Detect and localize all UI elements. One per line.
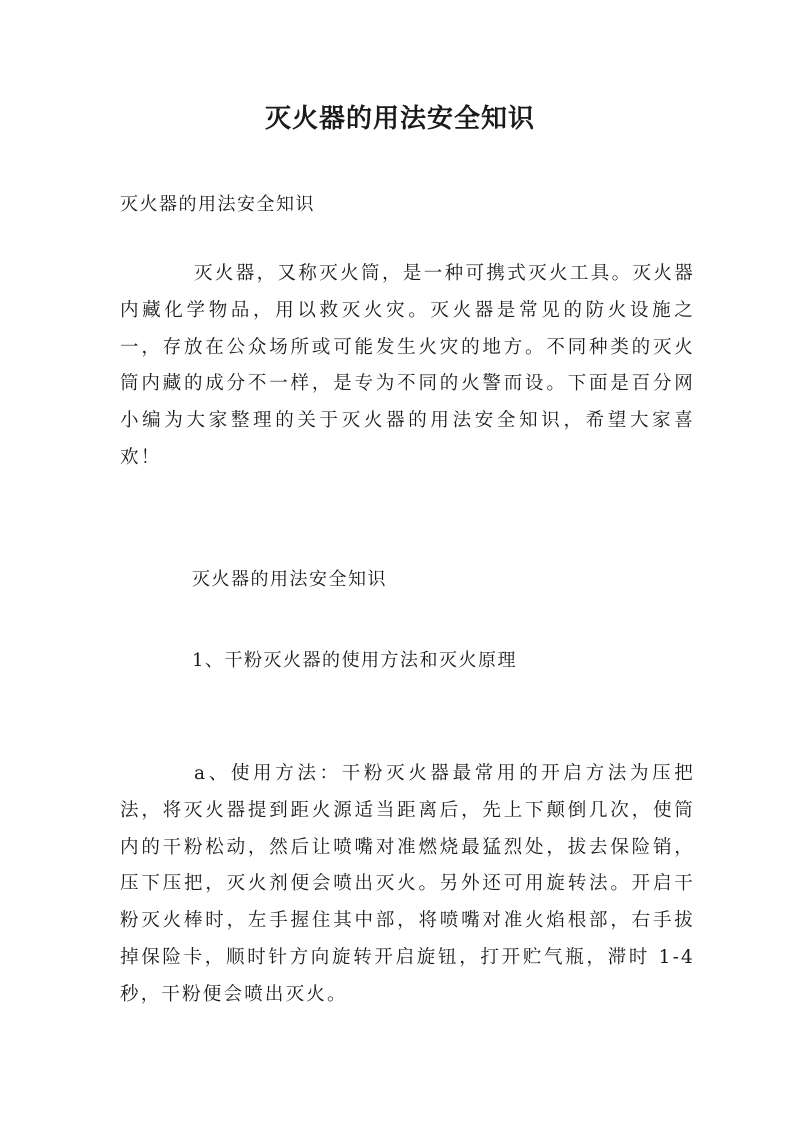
item-heading: 1、干粉灭火器的使用方法和灭火原理 xyxy=(192,650,517,671)
intro-paragraph: 灭火器，又称灭火筒，是一种可携式灭火工具。灭火器内藏化学物品，用以救灭火灾。灭火器是常见的防火设施之一，存放在公众场所或可能发生火灾的地方。不同种类的灭火筒内藏的成分不一样，是专为不同的火警而设。下面是百分网小编为大家整理的关于灭火器的用法安全知识，希望大家喜欢！ xyxy=(120,263,695,468)
document-title: 灭火器的用法安全知识 xyxy=(264,104,535,134)
document-subtitle: 灭火器的用法安全知识 xyxy=(120,194,315,215)
usage-paragraph: a、使用方法：干粉灭火器最常用的开启方法为压把法，将灭火器提到距火源适当距离后，先上下颠倒几次，使筒内的干粉松动，然后让喷嘴对准燃烧最猛烈处，拔去保险销，压下压把，灭火剂便会喷出灭火。另外还可用旋转法。开启干粉灭火棒时，左手握住其中部，将喷嘴对准火焰根部，右手拔掉保险卡，顺时针方向旋转开启旋钮，打开贮气瓶，滞时 1-4 秒，干粉便会喷出灭火。 xyxy=(120,763,695,1005)
section-heading: 灭火器的用法安全知识 xyxy=(192,569,387,590)
